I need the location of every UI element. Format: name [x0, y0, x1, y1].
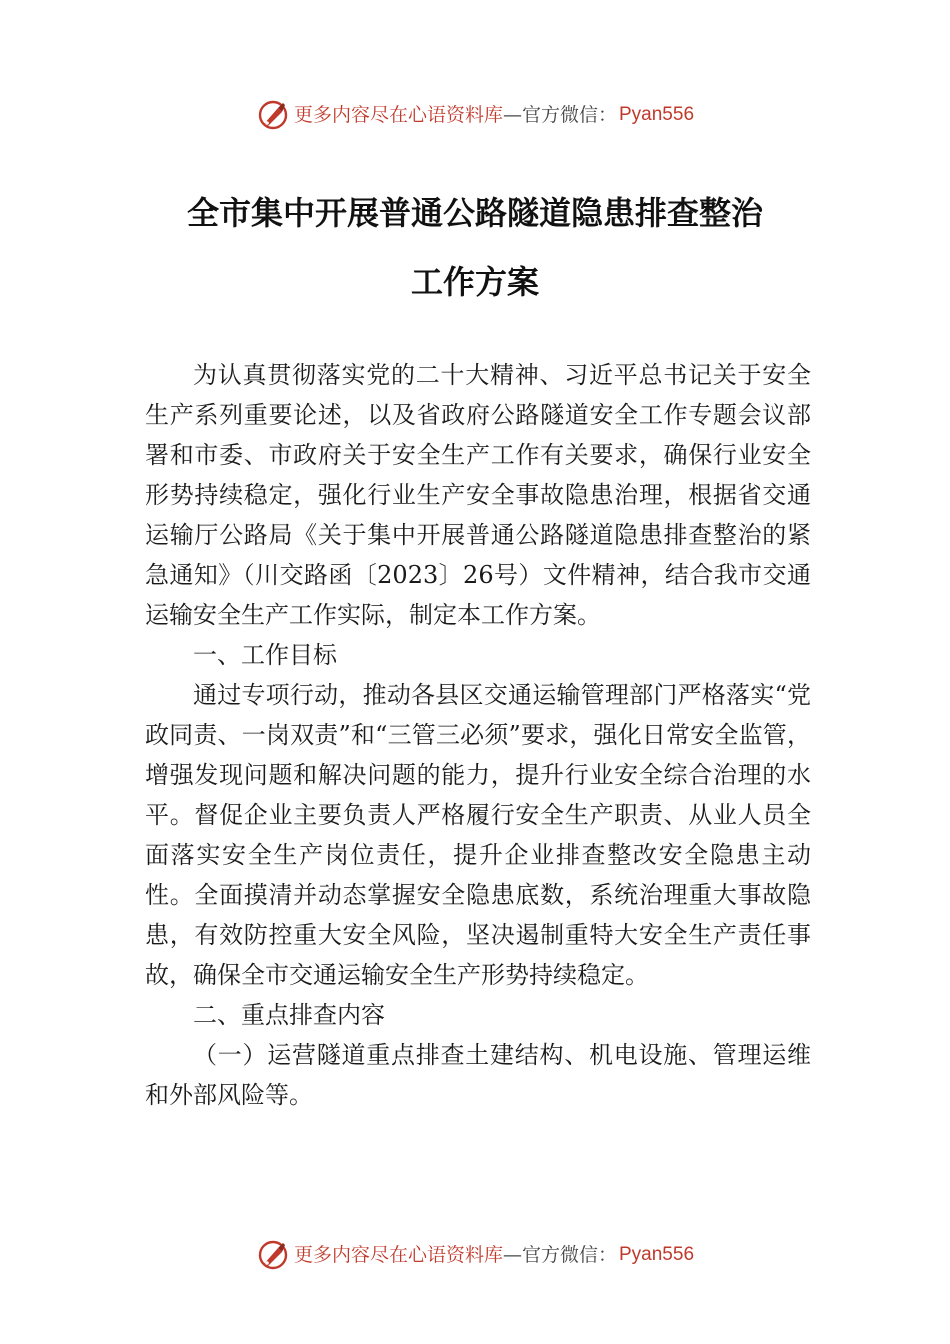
- watermark-wechat-label: —官方微信：: [502, 1244, 617, 1266]
- section-heading-2: 二、重点排查内容: [193, 1001, 385, 1029]
- paragraph-content-1: （一）运营隧道重点排查土建结构、机电设施、管理运维和外部风险等。: [145, 1041, 811, 1109]
- watermark-wechat-id: Pyan556: [619, 1244, 695, 1265]
- watermark-wechat-label: —官方微信：: [502, 104, 617, 126]
- watermark-text: 更多内容尽在心语资料库: [293, 104, 503, 126]
- watermark-wechat-id: Pyan556: [619, 104, 695, 125]
- document-title-line-2: 工作方案: [410, 263, 539, 301]
- header-watermark: [0, 98, 950, 132]
- document-body: [145, 355, 811, 1115]
- document-title-line-1: 全市集中开展普通公路隧道隐患排查整治: [186, 194, 763, 232]
- watermark-text: 更多内容尽在心语资料库: [293, 1244, 503, 1266]
- paragraph-goals: 通过专项行动，推动各县区交通运输管理部门严格落实“党政同责、一岗双责”和“三管三必须”要求，强化日常安全监管，增强发现问题和解决问题的能力，提升行业安全综合治理的水平。督促企业主要负责人严格履行安全生产职责、从业人员全面落实安全生产岗位责任，提升企业排查整改安全隐患主动性。全面摸清并动态掌握安全隐患底数，系统治理重大事故隐患，有效防控重大安全风险，坚决遏制重特大安全生产责任事故，确保全市交通运输安全生产形势持续稳定。: [145, 681, 811, 989]
- paragraph-intro: 为认真贯彻落实党的二十大精神、习近平总书记关于安全生产系列重要论述，以及省政府公路隧道安全工作专题会议部署和市委、市政府关于安全生产工作有关要求，确保行业安全形势持续稳定，强化行业生产安全事故隐患治理，根据省交通运输厅公路局《关于集中开展普通公路隧道隐患排查整治的紧急通知》（川交路函〔2023〕26号）文件精神，结合我市交通运输安全生产工作实际，制定本工作方案。: [145, 361, 811, 629]
- section-heading-1: 一、工作目标: [193, 641, 337, 669]
- pen-nib-logo-icon: [256, 1238, 290, 1272]
- footer-watermark: [0, 1238, 950, 1272]
- pen-nib-logo-icon: [256, 98, 290, 132]
